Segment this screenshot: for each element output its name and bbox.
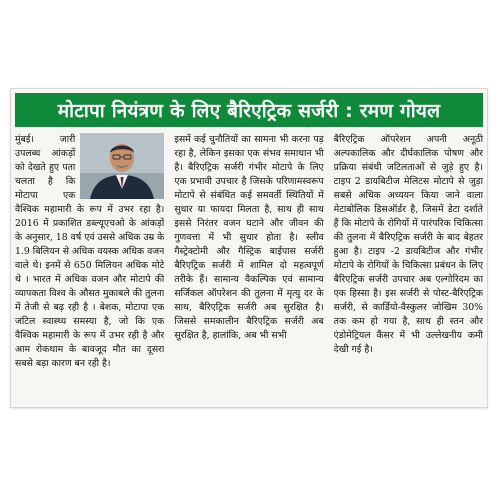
newspaper-clipping xyxy=(10,88,488,408)
article-column-2-text: इसमें कई चुनौतियों का सामना भी करना पड़ रहा है, लेकिन इसका एक संभव समाधान भी है। बैरिएट्रिक सर्जरी गंभीर मोटापे के लिए एक प्रभावी उपचार है जिसके परिणामस्वरूप मोटापे से संबंधित कई समवर्ती स्थितियों में सुधार या फायदा मिलता है, साथ ही साथ इससे निरंतर वजन घटाने और जीवन की गुणवत्ता में भी सुधार होता है। स्लीव गैस्ट्रेक्टोमी और गैस्ट्रिक बाईपास सर्जरी बैरिएट्रिक सर्जरी में शामिल दो महत्वपूर्ण तरीके हैं। सामान्य वैकल्पिक एवं सामान्य सर्जिकल ऑपरेशन की तुलना में मृत्यु दर के साथ, बैरिएट्रिक सर्जरी अब सुरक्षित है। जिससे समकालीन बैरिएट्रिक सर्जरी अब सुरक्षित है, हालांकि, अब भी सभी xyxy=(174,134,324,341)
article-headline: मोटापा नियंत्रण के लिए बैरिएट्रिक सर्जरी : रमण गोयल xyxy=(15,93,483,127)
article-column-1 xyxy=(15,133,164,401)
article-column-3-text: बैरिएट्रिक ऑपरेशन अपनी अनूठी अल्पकालिक और दीर्घकालिक पोषण और प्रक्रिया संबंधी जटिलताओं से जुड़े हुए है। टाइप 2 डायबिटीज मेलिटस मोटापे से जुड़ा सबसे अधिक अध्ययन किया जाने वाला मेटाबोलिक डिसऑर्डर है, जिसमें डेटा दर्शाते हैं कि मोटापे के रोगियों में पारंपरिक चिकित्सा की तुलना में बैरिएट्रिक सर्जरी के बाद बेहतर हुआ है। टाइप -2 डायबिटीज और गंभीर मोटापे के रोगियों के चिकित्सा प्रबंधन के लिए बैरिएट्रिक सर्जरी उपचार अब एल्गोरिदम का एक हिस्सा है। इस सर्जरी से पोस्ट-बैरिएट्रिक सर्जरी, से कार्डियो-वैस्कुलर जोखिम 30% तक कम हो गया है, साथ ही स्तन और एंडोमेट्रियल कैंसर में भी उल्लेखनीय कमी देखी गई है। xyxy=(333,134,483,355)
man-portrait-photo-icon xyxy=(80,133,164,199)
article-body xyxy=(15,133,483,401)
article-column-3 xyxy=(334,133,483,401)
portrait-photo xyxy=(80,133,164,199)
article-column-2 xyxy=(174,133,323,401)
article-column-1-text: मुंबई। जारी उपलब्ध आंकड़ों को देखते हुए पता चलता है कि मोटापा एक वैश्विक महामारी के रूप में उभर रहा है। 2016 में प्रकाशित डब्ल्यूएचओ के आंकड़ों के अनुसार, 18 वर्ष एवं उससे अधिक उम्र के 1.9 बिलियन से अधिक वयस्क अधिक वजन वाले थे। इनमें से 650 मिलियन अधिक मोटे थे । भारत में अधिक वजन और मोटापे की व्यापकता विश्व के औसत मुकाबले की तुलना में तेजी से बढ़ रही है । बेशक, मोटापा एक जटिल स्वास्थ्य समस्या है, जो कि एक वैश्विक महामारी के रूप में उभर रही है और आम रोकथाम के बावजूद मौत का दूसरा सबसे बड़ा कारण बन रही है। xyxy=(15,134,165,369)
